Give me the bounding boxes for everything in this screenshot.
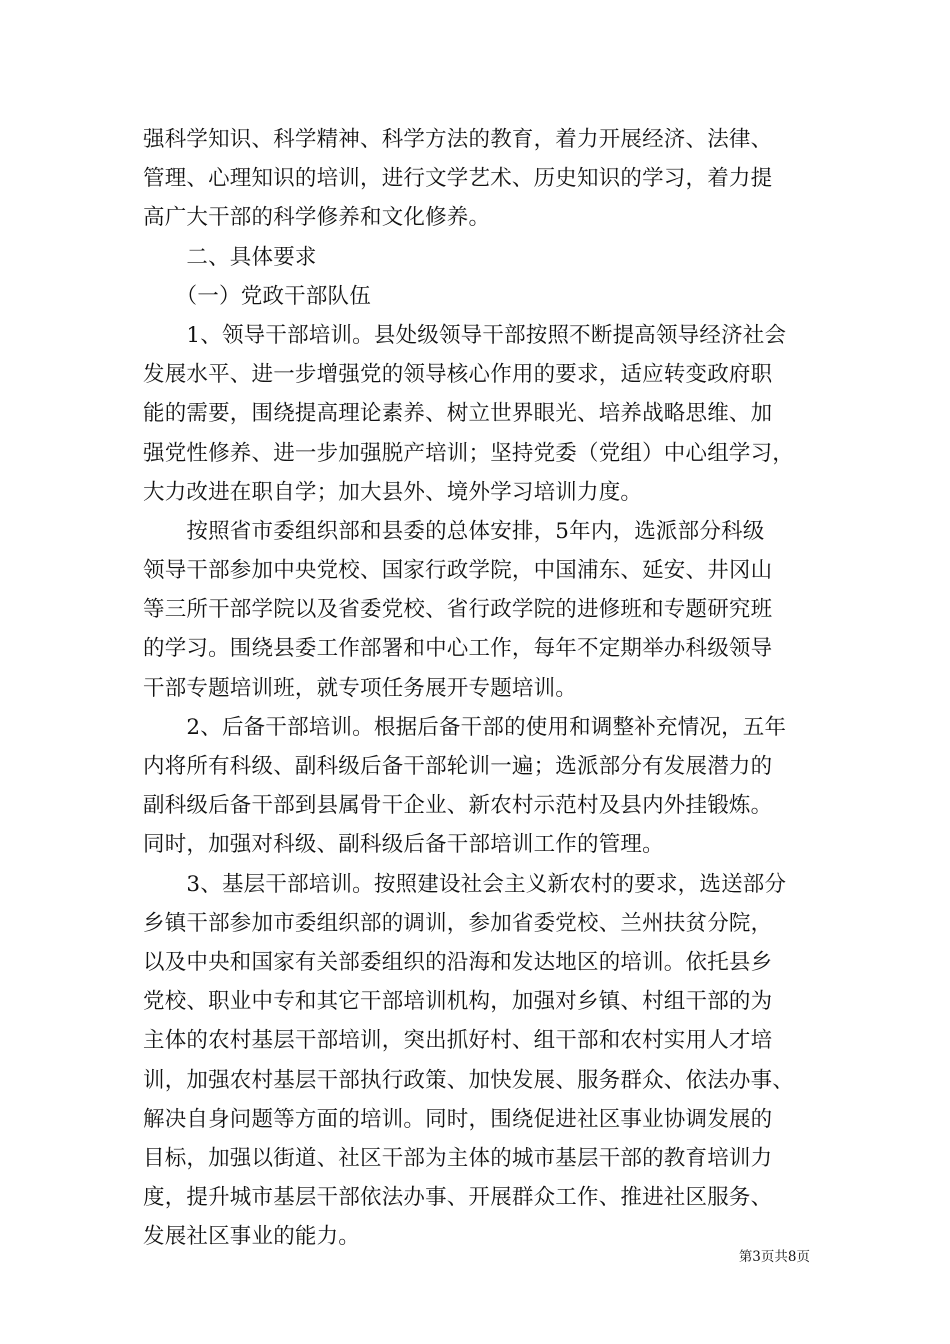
text-line: 干部专题培训班，就专项任务展开专题培训。 bbox=[143, 675, 578, 701]
body-text bbox=[143, 120, 808, 1256]
text-line: 的学习。围绕县委工作部署和中心工作，每年不定期举办科级领导 bbox=[143, 636, 773, 662]
text-line: 发展社区事业的能力。 bbox=[143, 1224, 361, 1250]
text-line: 等三所干部学院以及省委党校、省行政学院的进修班和专题研究班 bbox=[143, 597, 773, 623]
text-line: 强党性修养、进一步加强脱产培训；坚持党委（党组）中心组学习， bbox=[143, 440, 795, 466]
text-line: 管理、心理知识的培训，进行文学艺术、历史知识的学习，着力提 bbox=[143, 166, 773, 192]
text-line: 二、具体要求 bbox=[143, 244, 317, 270]
text-line: 2、后备干部培训。根据后备干部的使用和调整补充情况，五年 bbox=[143, 714, 787, 740]
text-line: 训，加强农村基层干部执行政策、加快发展、服务群众、依法办事、 bbox=[143, 1067, 795, 1093]
text-line: （一）党政干部队伍 bbox=[143, 283, 371, 309]
text-line: 以及中央和国家有关部委组织的沿海和发达地区的培训。依托县乡 bbox=[143, 949, 773, 975]
text-line: 度，提升城市基层干部依法办事、开展群众工作、推进社区服务、 bbox=[143, 1185, 773, 1211]
text-line: 大力改进在职自学；加大县外、境外学习培训力度。 bbox=[143, 479, 643, 505]
text-line: 发展水平、进一步增强党的领导核心作用的要求，适应转变政府职 bbox=[143, 362, 773, 388]
text-line: 目标，加强以街道、社区干部为主体的城市基层干部的教育培训力 bbox=[143, 1145, 773, 1171]
text-line: 1、领导干部培训。县处级领导干部按照不断提高领导经济社会 bbox=[143, 322, 787, 348]
text-line: 党校、职业中专和其它干部培训机构，加强对乡镇、村组干部的为 bbox=[143, 989, 773, 1015]
text-line: 强科学知识、科学精神、科学方法的教育，着力开展经济、法律、 bbox=[143, 127, 773, 152]
text-line: 乡镇干部参加市委组织部的调训，参加省委党校、兰州扶贫分院， bbox=[143, 910, 773, 936]
text-line: 领导干部参加中央党校、国家行政学院，中国浦东、延安、井冈山 bbox=[143, 558, 773, 584]
text-line: 副科级后备干部到县属骨干企业、新农村示范村及县内外挂锻炼。 bbox=[143, 793, 773, 819]
page-footer: 第3页共8页 bbox=[738, 1249, 810, 1265]
text-line: 解决自身问题等方面的培训。同时，围绕促进社区事业协调发展的 bbox=[143, 1106, 773, 1132]
text-line: 按照省市委组织部和县委的总体安排，5年内，选派部分科级 bbox=[143, 518, 765, 544]
text-line: 能的需要，围绕提高理论素养、树立世界眼光、培养战略思维、加 bbox=[143, 401, 773, 427]
text-line: 主体的农村基层干部培训，突出抓好村、组干部和农村实用人才培 bbox=[143, 1028, 773, 1054]
text-line: 高广大干部的科学修养和文化修养。 bbox=[143, 205, 491, 231]
text-line: 内将所有科级、副科级后备干部轮训一遍；选派部分有发展潜力的 bbox=[143, 754, 773, 779]
text-line: 3、基层干部培训。按照建设社会主义新农村的要求，选送部分 bbox=[143, 871, 787, 897]
text-line: 同时，加强对科级、副科级后备干部培训工作的管理。 bbox=[143, 832, 664, 858]
